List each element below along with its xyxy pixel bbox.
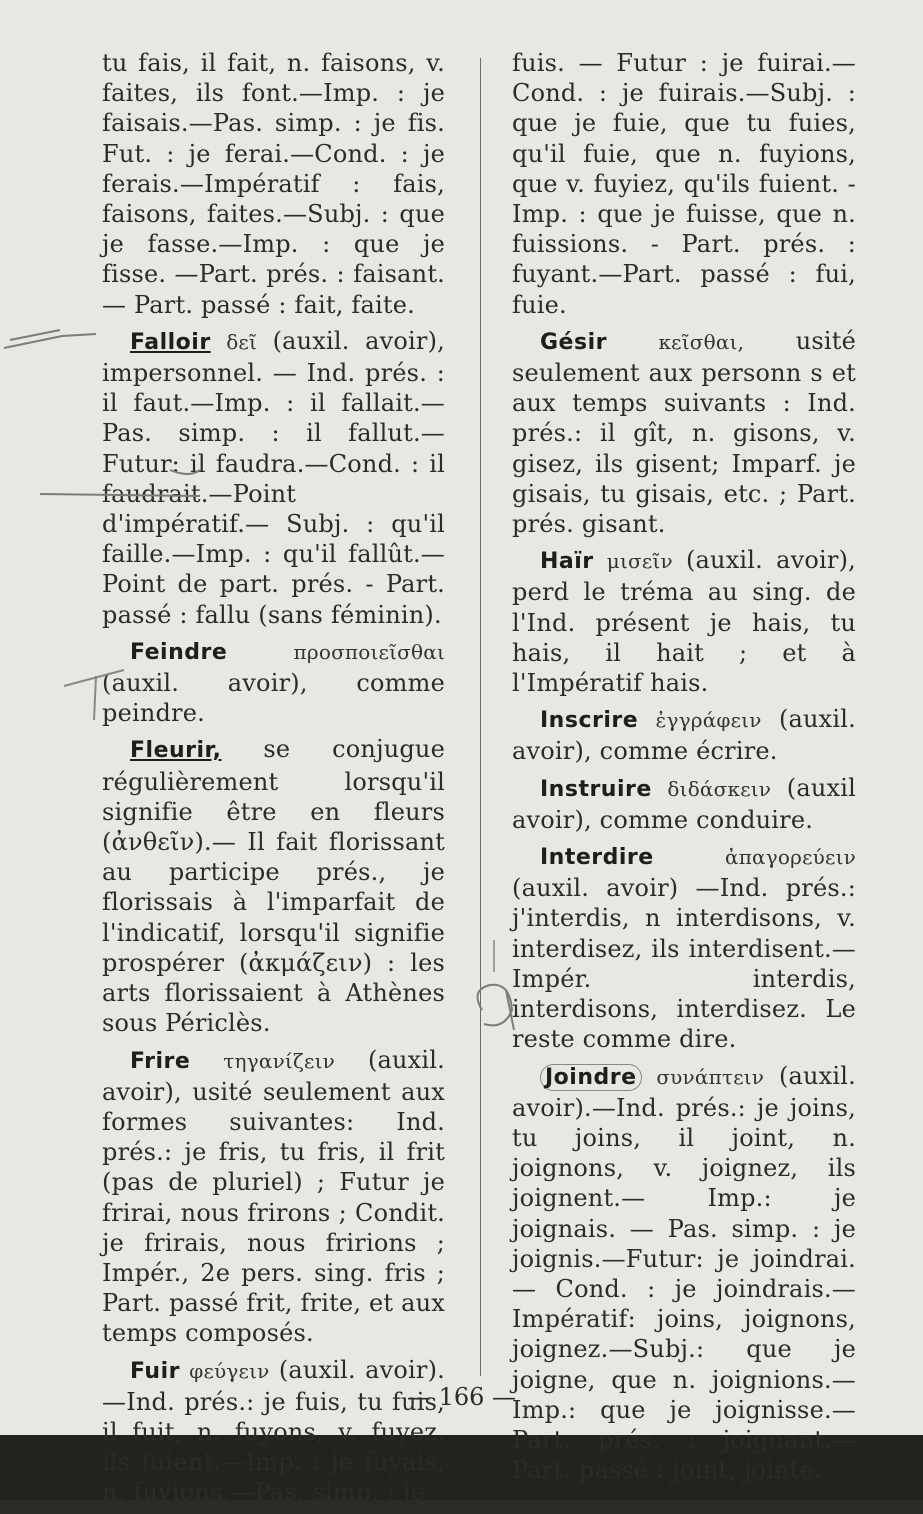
greek-equivalent: διδάσκειν	[667, 776, 772, 801]
entry-text: (auxil. avoir). —Ind. prés.: je fuis, tu fuis, il fuit, n. fuyons, v. fuyez, ils fuient.—Imp. : je fuyais, n. fuyions.—Pas. simp. : je	[102, 1355, 445, 1507]
right-column	[512, 48, 856, 1491]
entry-text: (auxil. avoir), comme écrire.	[512, 705, 856, 766]
entry-text: (auxil. avoir).—Ind. prés.: je joins, tu joins, il joint, n. joignons, v. joignez, ils joignent.— Imp.: je joignais. — Pas. simp. : je joignis.—Futur: je joindrai.— Cond. : je joindrais.—Impératif: joins, joignons, joignez.—Subj.: que je joigne, que n. joignions.— Imp.: que je joignisse.— Part. prés. : joignant.— Part. passé : joint, jointe.	[512, 1061, 856, 1485]
headword: Instruire	[540, 776, 652, 802]
entry-fuir	[102, 1355, 445, 1508]
entry-text: (auxil. avoir), perd le tréma au sing. de l'Ind. présent je hais, tu hais, il hait ; et à l'Impératif hais.	[512, 546, 856, 698]
entry-interdire	[512, 841, 856, 1054]
entry-text: se conjugue régulièrement lorsqu'il signifie être en fleurs (ἀνθεῖν).— Il fait florissant au participe prés., je florissais à l'imparfait de l'indicatif, lorsqu'il signifie prospérer (ἀκμάζειν) : les arts florissaient à Athènes sous Périclès.	[102, 735, 445, 1038]
entry-text: fuis. — Futur : je fuirai.— Cond. : je fuirais.—Subj. : que je fuie, que tu fuies, qu'il fuie, que n. fuyions, que v. fuyiez, qu'ils fuient. - Imp. : que je fuisse, que n. fuissions. - Part. prés. : fuyant.—Part. passé : fui, fuie.	[512, 49, 856, 319]
column-divider	[480, 58, 481, 1376]
entry-frire	[102, 1045, 445, 1349]
entry-joindre	[512, 1061, 856, 1486]
entry-fleurir	[102, 734, 445, 1038]
entry-text: (auxil. avoir), impersonnel. — Ind. prés. : il faut.—Imp. : il fallait.— Pas. simp. : il fallut.—Futur: il faudra.—Cond. : il faudrait.—Point d'impératif.— Subj. : qu'il faille.—Imp. : qu'il fallût.—Point de part. prés. - Part. passé : fallu (sans féminin).	[102, 326, 445, 629]
greek-equivalent: προσποιεῖσθαι	[293, 639, 445, 664]
entry-text: (auxil avoir), comme conduire.	[512, 773, 856, 834]
greek-equivalent: ἐγγράφειν	[655, 708, 762, 733]
entry-text: (auxil. avoir), comme peindre.	[102, 669, 445, 728]
headword: Fleurir,	[130, 738, 222, 764]
entry-falloir	[102, 326, 445, 630]
entry-instruire	[512, 773, 856, 835]
entry-text: tu fais, il fait, n. faisons, v. faites, ils font.—Imp. : je faisais.—Pas. simp. : je fis. Fut. : je ferai.—Cond. : je ferais.—Impératif : fais, faisons, faites.—Subj. : que je fasse.—Imp. : que je fisse. —Part. prés. : faisant.— Part. passé : fait, faite.	[102, 49, 445, 319]
headword: Interdire	[540, 845, 654, 871]
headword: Frire	[130, 1048, 191, 1074]
headword: Haïr	[540, 549, 594, 575]
headword: Fuir	[130, 1358, 180, 1384]
entry-faire-continued	[102, 48, 445, 320]
entry-gesir	[512, 326, 856, 539]
greek-equivalent: φεύγειν	[189, 1358, 270, 1383]
headword: Feindre	[130, 639, 228, 665]
headword: Inscrire	[540, 708, 639, 734]
greek-equivalent: συνάπτειν	[656, 1064, 765, 1089]
entry-fuir-continued	[512, 48, 856, 320]
entry-text: usité seulement aux personn s et aux temps suivants : Ind. prés.: il gît, n. gisons, v. gisez, ils gisent; Imparf. je gisais, tu gisais, etc. ; Part. prés. gisant.	[512, 326, 856, 539]
entry-inscrire	[512, 704, 856, 766]
greek-equivalent: μισεῖν	[606, 549, 673, 574]
greek-equivalent: τηγανίζειν	[223, 1048, 335, 1073]
left-column	[102, 48, 445, 1514]
greek-equivalent: δεῖ	[226, 329, 258, 354]
entry-text: (auxil. avoir) —Ind. prés.: j'interdis, n interdisons, v. interdisez, ils interdisent.— Impér. interdis, interdisons, interdisez. Le reste comme dire.	[512, 874, 856, 1054]
entry-hair	[512, 545, 856, 698]
greek-equivalent: ἀπαγορεύειν	[725, 845, 856, 870]
headword: Joindre	[540, 1064, 642, 1091]
headword: Gésir	[540, 329, 607, 355]
greek-equivalent: κεῖσθαι,	[658, 329, 745, 354]
entry-text: (auxil. avoir), usité seulement aux formes suivantes: Ind. prés.: je fris, tu fris, il frit (pas de pluriel) ; Futur je frirai, nous frirons ; Condit. je frirais, nous fririons ; Impér., 2e pers. sing. fris ; Part. passé frit, frite, et aux temps composés.	[102, 1045, 445, 1348]
page-number: — 166 —	[406, 1383, 517, 1411]
entry-feindre	[102, 636, 445, 729]
headword: Falloir	[130, 329, 211, 355]
